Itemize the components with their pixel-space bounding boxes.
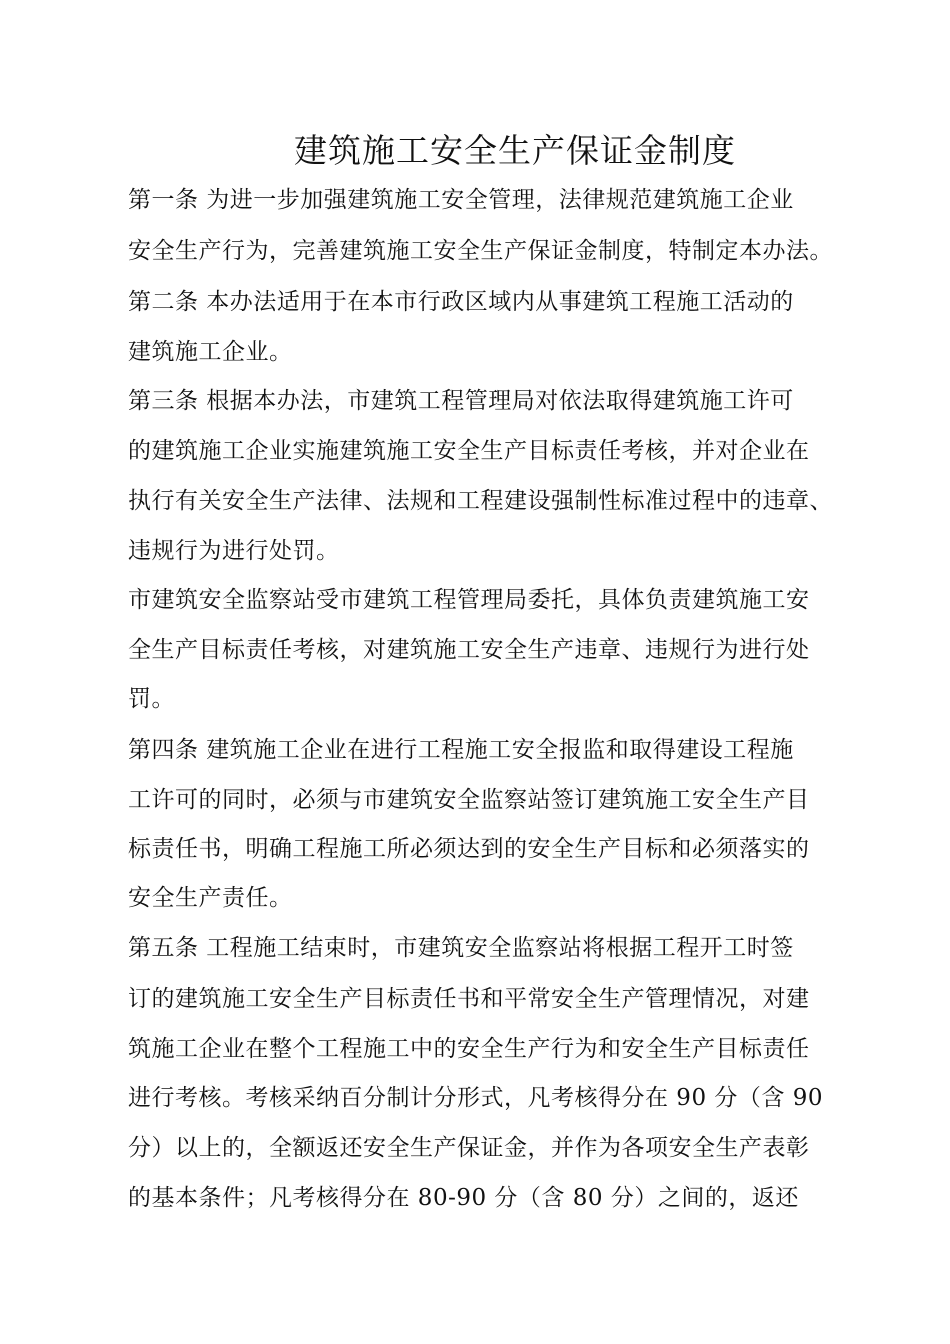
text-line-6: 的建筑施工企业实施建筑施工安全生产目标责任考核，并对企业在	[128, 438, 810, 464]
text-line-9: 市建筑安全监察站受市建筑工程管理局委托，具体负责建筑施工安	[128, 587, 810, 613]
text-line-21: 的基本条件；凡考核得分在 80-90 分（含 80 分）之间的，返还	[128, 1185, 799, 1211]
text-line-2: 安全生产行为，完善建筑施工安全生产保证金制度，特制定本办法。	[128, 238, 833, 264]
text-line-18: 筑施工企业在整个工程施工中的安全生产行为和安全生产目标责任	[128, 1036, 810, 1062]
text-line-7: 执行有关安全生产法律、法规和工程建设强制性标准过程中的违章、	[128, 488, 833, 514]
document-title: 建筑施工安全生产保证金制度	[294, 131, 736, 170]
text-line-17: 订的建筑施工安全生产目标责任书和平常安全生产管理情况，对建	[128, 986, 810, 1012]
text-line-1: 第一条 为进一步加强建筑施工安全管理，法律规范建筑施工企业	[128, 187, 794, 213]
text-line-10: 全生产目标责任考核，对建筑施工安全生产违章、违规行为进行处	[128, 637, 810, 663]
text-line-8: 违规行为进行处罚。	[128, 538, 340, 564]
text-line-12: 第四条 建筑施工企业在进行工程施工安全报监和取得建设工程施	[128, 737, 794, 763]
text-line-14: 标责任书，明确工程施工所必须达到的安全生产目标和必须落实的	[128, 836, 810, 862]
text-line-3: 第二条 本办法适用于在本市行政区域内从事建筑工程施工活动的	[128, 289, 794, 315]
text-line-5: 第三条 根据本办法，市建筑工程管理局对依法取得建筑施工许可	[128, 388, 794, 414]
text-line-19: 进行考核。考核采纳百分制计分形式，凡考核得分在 90 分（含 90	[128, 1085, 823, 1111]
text-line-16: 第五条 工程施工结束时，市建筑安全监察站将根据工程开工时签	[128, 935, 794, 961]
text-line-15: 安全生产责任。	[128, 885, 293, 911]
text-line-20: 分）以上的，全额返还安全生产保证金，并作为各项安全生产表彰	[128, 1135, 810, 1161]
text-line-13: 工许可的同时，必须与市建筑安全监察站签订建筑施工安全生产目	[128, 787, 810, 813]
text-line-4: 建筑施工企业。	[128, 339, 293, 365]
text-line-11: 罚。	[128, 686, 175, 712]
